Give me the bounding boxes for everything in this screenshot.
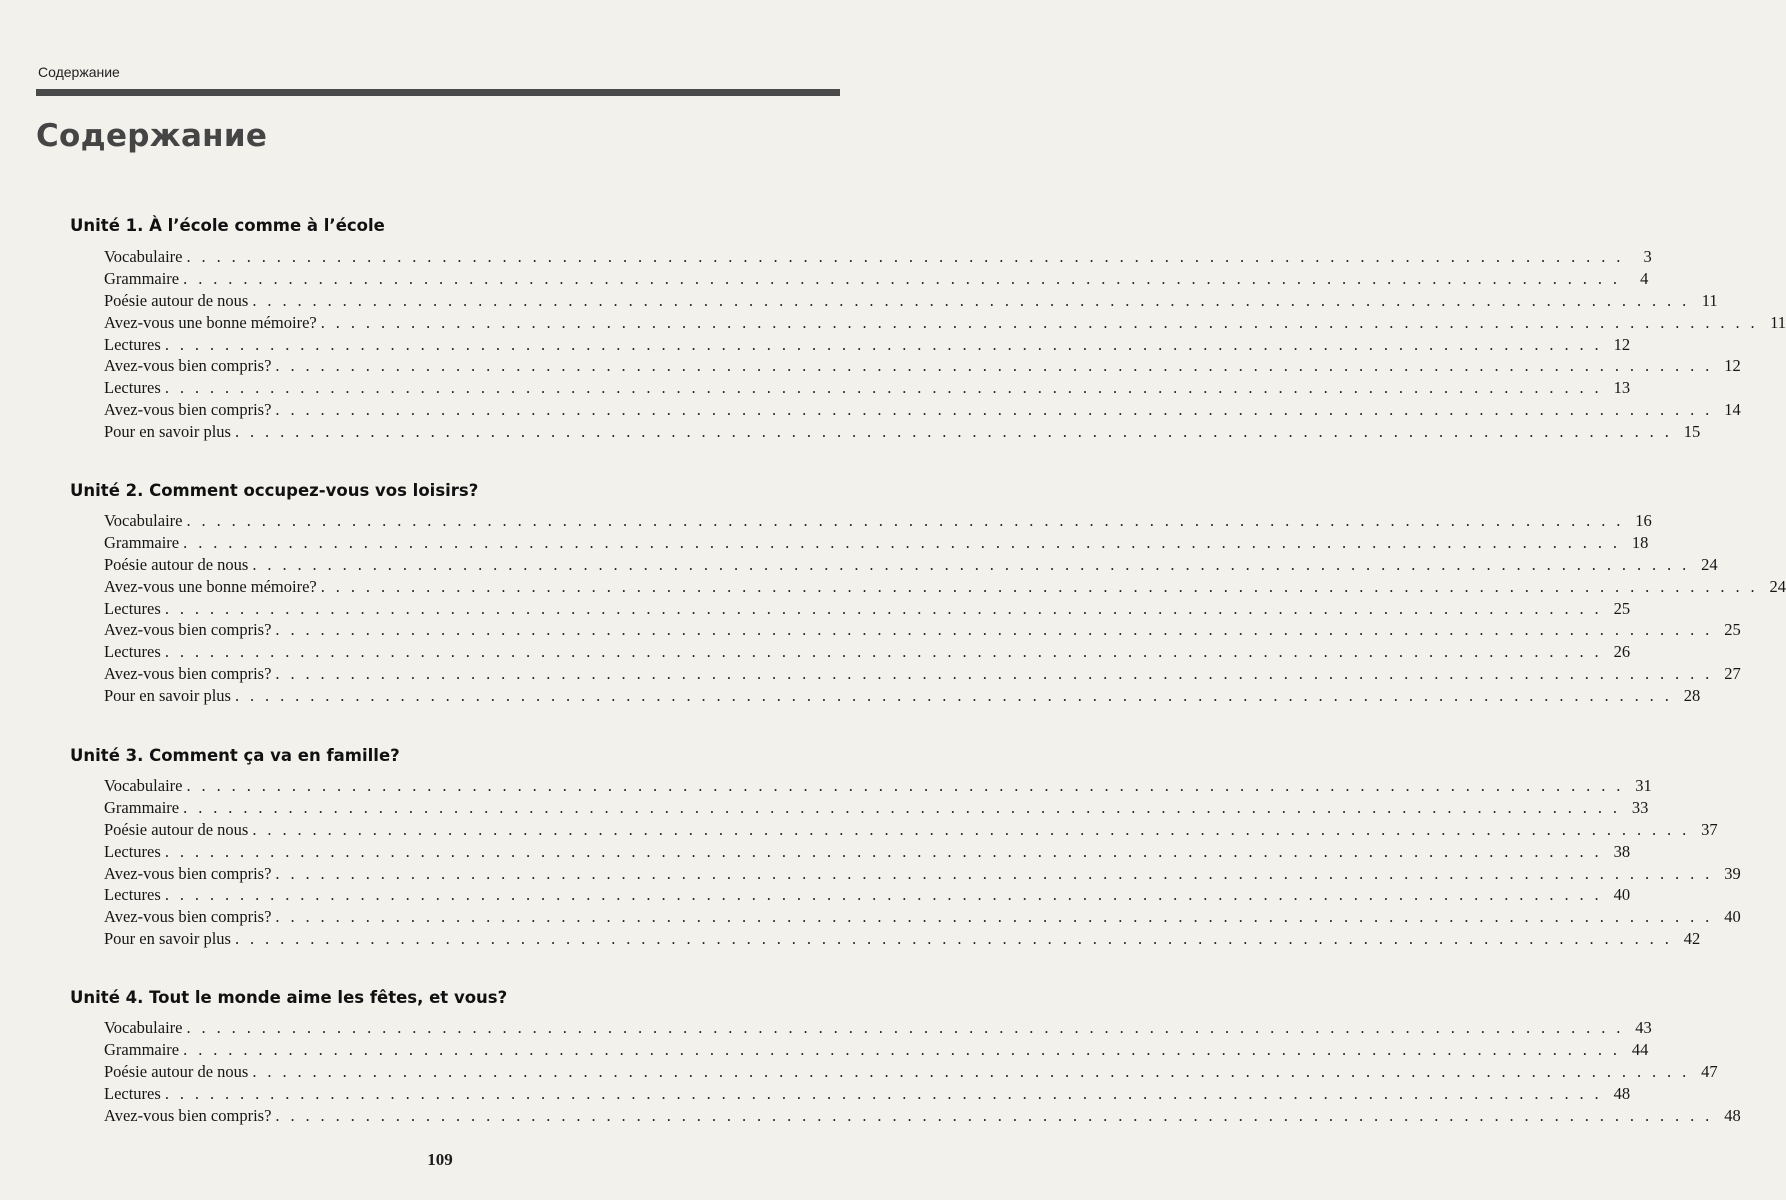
toc-entry-label: Avez-vous bien compris? (104, 907, 272, 927)
toc-entry-page: 12 (1724, 356, 1741, 376)
toc-entry-page: 48 (1724, 1105, 1741, 1125)
toc-entry (104, 797, 1649, 820)
dot-leader: . . . . . . . . . . . . . . . . . . . . . . . . . . . . . . . . . . . . . . . . . . . . . . . . . . . . . . . . . . . . . . . . . . . . . . . . . . . . . . . . . . . . . . . . . . . . . . . . (275, 356, 1713, 376)
toc-entry (104, 642, 1631, 664)
page-title: Содержание (36, 118, 268, 154)
dot-leader: . . . . . . . . . . . . . . . . . . . . . . . . . . . . . . . . . . . . . . . . . . . . . . . . . . . . . . . . . . . . . . . . . . . . . . . . . . . . . . . . . . . . . . . . . . . . . . . . (164, 334, 1603, 354)
toc-entry (104, 532, 1649, 555)
toc-entry-page: 28 (1683, 686, 1701, 706)
toc-entry-label: Avez-vous bien compris? (104, 400, 272, 420)
toc-entry-label: Lectures (104, 1083, 161, 1103)
dot-leader: . . . . . . . . . . . . . . . . . . . . . . . . . . . . . . . . . . . . . . . . . . . . . . . . . . . . . . . . . . . . . . . . . . . . . . . . . . . . . . . . . . . . . . . . . . . . . . . . (275, 1105, 1713, 1125)
toc-entry-label: Avez-vous une bonne mémoire? (104, 312, 317, 332)
unit-heading-2: Unité 2. Comment occupez-vous vos loisirs? (70, 481, 479, 500)
toc-entry-page: 15 (1683, 422, 1701, 442)
dot-leader: . . . . . . . . . . . . . . . . . . . . . . . . . . . . . . . . . . . . . . . . . . . . . . . . . . . . . . . . . . . . . . . . . . . . . . . . . . . . . . . . . . . . . . . . . . . . . . . . (164, 598, 1603, 618)
toc-entry-label: Poésie autour de nous (104, 290, 249, 310)
toc-entry-label: Pour en savoir plus (104, 686, 231, 706)
toc-entry (104, 422, 1701, 444)
toc-entry-page: 47 (1701, 1061, 1718, 1081)
toc-entry (104, 863, 1741, 886)
unit-heading-3: Unité 3. Comment ça va en famille? (70, 746, 400, 765)
toc-entry-page: 43 (1635, 1018, 1652, 1037)
toc-entry (104, 400, 1741, 422)
toc-entry-page: 48 (1613, 1083, 1631, 1103)
toc-entry-label: Avez-vous bien compris? (104, 1105, 272, 1125)
unit-1-entries (104, 247, 1786, 444)
toc-entry (104, 312, 1786, 335)
toc-entry-page: 16 (1635, 511, 1652, 530)
toc-entry (104, 268, 1649, 291)
toc-entry-page: 26 (1613, 642, 1631, 662)
toc-entry-page: 12 (1613, 334, 1631, 354)
toc-entry (104, 1039, 1649, 1062)
dot-leader: . . . . . . . . . . . . . . . . . . . . . . . . . . . . . . . . . . . . . . . . . . . . . . . . . . . . . . . . . . . . . . . . . . . . . . . . . . . . . . . . . . . . . . . . . . . . . . . . (320, 312, 1759, 332)
toc-entry-label: Grammaire (104, 797, 180, 817)
dot-leader: . . . . . . . . . . . . . . . . . . . . . . . . . . . . . . . . . . . . . . . . . . . . . . . . . . . . . . . . . . . . . . . . . . . . . . . . . . . . . . . . . . . . . . . . . . . . . . . . (183, 268, 1621, 288)
dot-leader: . . . . . . . . . . . . . . . . . . . . . . . . . . . . . . . . . . . . . . . . . . . . . . . . . . . . . . . . . . . . . . . . . . . . . . . . . . . . . . . . . . . . . . . . . . . . . . . . (252, 554, 1690, 574)
toc-entry-page: 40 (1724, 907, 1741, 927)
toc-entry (104, 1083, 1631, 1106)
toc-entry (104, 929, 1701, 951)
toc-entry-label: Poésie autour de nous (104, 1061, 249, 1081)
toc-entry-page: 39 (1724, 863, 1741, 883)
toc-entry-label: Avez-vous bien compris? (104, 863, 272, 883)
toc-entry (104, 598, 1631, 621)
toc-entry-label: Grammaire (104, 268, 180, 288)
dot-leader: . . . . . . . . . . . . . . . . . . . . . . . . . . . . . . . . . . . . . . . . . . . . . . . . . . . . . . . . . . . . . . . . . . . . . . . . . . . . . . . . . . . . . . . . . . . . . . . . (275, 400, 1713, 420)
dot-leader: . . . . . . . . . . . . . . . . . . . . . . . . . . . . . . . . . . . . . . . . . . . . . . . . . . . . . . . . . . . . . . . . . . . . . . . . . . . . . . . . . . . . . . . . . . . . . . . . (183, 532, 1621, 552)
dot-leader: . . . . . . . . . . . . . . . . . . . . . . . . . . . . . . . . . . . . . . . . . . . . . . . . . . . . . . . . . . . . . . . . . . . . . . . . . . . . . . . . . . . . . . . . . . . . . . . . (164, 642, 1603, 662)
toc-entry-page: 14 (1724, 400, 1741, 420)
toc-entry-label: Pour en savoir plus (104, 929, 231, 949)
page-number: 109 (427, 1150, 453, 1169)
toc-entry-page: 44 (1631, 1039, 1649, 1059)
toc-entry-label: Poésie autour de nous (104, 819, 249, 839)
toc-entry-page: 11 (1701, 290, 1718, 310)
toc-entry (104, 686, 1701, 708)
toc-entry (104, 334, 1631, 357)
toc-entry-page: 42 (1683, 929, 1701, 949)
toc-entry (104, 776, 1652, 798)
dot-leader: . . . . . . . . . . . . . . . . . . . . . . . . . . . . . . . . . . . . . . . . . . . . . . . . . . . . . . . . . . . . . . . . . . . . . . . . . . . . . . . . . . . . . . . . . . . . . . . . (275, 620, 1713, 640)
toc-entry (104, 620, 1741, 642)
dot-leader: . . . . . . . . . . . . . . . . . . . . . . . . . . . . . . . . . . . . . . . . . . . . . . . . . . . . . . . . . . . . . . . . . . . . . . . . . . . . . . . . . . . . . . . . . . . . . . . . (252, 819, 1690, 839)
toc-entry-page: 40 (1613, 885, 1631, 905)
toc-entry (104, 378, 1631, 400)
dot-leader: . . . . . . . . . . . . . . . . . . . . . . . . . . . . . . . . . . . . . . . . . . . . . . . . . . . . . . . . . . . . . . . . . . . . . . . . . . . . . . . . . . . . . . . . . . . . . . . . (183, 797, 1621, 817)
toc-entry (104, 576, 1786, 599)
dot-leader: . . . . . . . . . . . . . . . . . . . . . . . . . . . . . . . . . . . . . . . . . . . . . . . . . . . . . . . . . . . . . . . . . . . . . . . . . . . . . . . . . . . . . . . . . . . . . . . . (252, 290, 1690, 310)
toc-entry-page: 18 (1631, 532, 1649, 552)
toc-entry (104, 511, 1652, 533)
toc-entry-label: Lectures (104, 598, 161, 618)
dot-leader: . . . . . . . . . . . . . . . . . . . . . . . . . . . . . . . . . . . . . . . . . . . . . . . . . . . . . . . . . . . . . . . . . . . . . . . . . . . . . . . . . . . . . . . . . . . . . . . . (164, 378, 1603, 398)
toc-entry (104, 247, 1652, 269)
toc-entry (104, 819, 1718, 842)
dot-leader: . . . . . . . . . . . . . . . . . . . . . . . . . . . . . . . . . . . . . . . . . . . . . . . . . . . . . . . . . . . . . . . . . . . . . . . . . . . . . . . . . . . . . . . . . . . . . . . . (186, 247, 1624, 266)
toc-entry (104, 1018, 1652, 1040)
toc-entry (104, 554, 1718, 577)
toc-entry-label: Pour en savoir plus (104, 422, 231, 442)
toc-entry-page: 33 (1631, 797, 1649, 817)
toc-entry-page: 37 (1701, 819, 1718, 839)
toc-entry-page: 25 (1724, 620, 1741, 640)
dot-leader: . . . . . . . . . . . . . . . . . . . . . . . . . . . . . . . . . . . . . . . . . . . . . . . . . . . . . . . . . . . . . . . . . . . . . . . . . . . . . . . . . . . . . . . . . . . . . . . . (164, 885, 1603, 905)
toc-entry (104, 1105, 1741, 1128)
toc-entry-page: 31 (1635, 776, 1652, 795)
toc-entry-label: Vocabulaire (104, 776, 183, 795)
unit-4-entries (104, 1018, 1741, 1127)
dot-leader: . . . . . . . . . . . . . . . . . . . . . . . . . . . . . . . . . . . . . . . . . . . . . . . . . . . . . . . . . . . . . . . . . . . . . . . . . . . . . . . . . . . . . . . . . . . . . . . . (164, 841, 1603, 861)
toc-entry-page: 24 (1769, 576, 1786, 596)
toc-entry (104, 664, 1741, 686)
dot-leader: . . . . . . . . . . . . . . . . . . . . . . . . . . . . . . . . . . . . . . . . . . . . . . . . . . . . . . . . . . . . . . . . . . . . . . . . . . . . . . . . . . . . . . . . . . . . . . . . (275, 664, 1713, 684)
dot-leader: . . . . . . . . . . . . . . . . . . . . . . . . . . . . . . . . . . . . . . . . . . . . . . . . . . . . . . . . . . . . . . . . . . . . . . . . . . . . . . . . . . . . . . . . . . . . . . . . (320, 576, 1759, 596)
toc-entry-label: Poésie autour de nous (104, 554, 249, 574)
toc-entry-label: Vocabulaire (104, 511, 183, 530)
toc-entry-page: 25 (1613, 598, 1631, 618)
dot-leader: . . . . . . . . . . . . . . . . . . . . . . . . . . . . . . . . . . . . . . . . . . . . . . . . . . . . . . . . . . . . . . . . . . . . . . . . . . . . . . . . . . . . . . . . . . . . . . . . (164, 1083, 1603, 1103)
toc-entry (104, 885, 1631, 907)
dot-leader: . . . . . . . . . . . . . . . . . . . . . . . . . . . . . . . . . . . . . . . . . . . . . . . . . . . . . . . . . . . . . . . . . . . . . . . . . . . . . . . . . . . . . . . . . . . . . . . . (252, 1061, 1690, 1081)
dot-leader: . . . . . . . . . . . . . . . . . . . . . . . . . . . . . . . . . . . . . . . . . . . . . . . . . . . . . . . . . . . . . . . . . . . . . . . . . . . . . . . . . . . . . . . . . . . . . . . . (234, 422, 1673, 442)
toc-entry-page: 3 (1643, 247, 1652, 266)
toc-entry-page: 27 (1724, 664, 1741, 684)
toc-entry-label: Lectures (104, 642, 161, 662)
toc-entry-page: 24 (1701, 554, 1718, 574)
dot-leader: . . . . . . . . . . . . . . . . . . . . . . . . . . . . . . . . . . . . . . . . . . . . . . . . . . . . . . . . . . . . . . . . . . . . . . . . . . . . . . . . . . . . . . . . . . . . . . . . (275, 863, 1713, 883)
toc-entry (104, 356, 1741, 378)
dot-leader: . . . . . . . . . . . . . . . . . . . . . . . . . . . . . . . . . . . . . . . . . . . . . . . . . . . . . . . . . . . . . . . . . . . . . . . . . . . . . . . . . . . . . . . . . . . . . . . . (234, 686, 1673, 706)
toc-entry (104, 841, 1631, 864)
toc-entry-page: 4 (1640, 268, 1649, 288)
toc-entry-label: Grammaire (104, 1039, 180, 1059)
toc-entry-label: Avez-vous bien compris? (104, 356, 272, 376)
toc-entry-page: 38 (1613, 841, 1631, 861)
toc-entry (104, 907, 1741, 929)
toc-entry-label: Vocabulaire (104, 1018, 183, 1037)
toc-entry (104, 290, 1718, 313)
unit-heading-4: Unité 4. Tout le monde aime les fêtes, et vous? (70, 988, 508, 1007)
toc-entry (104, 1061, 1718, 1084)
toc-entry-label: Vocabulaire (104, 247, 183, 266)
header-rule (36, 89, 840, 96)
toc-entry-label: Lectures (104, 378, 161, 398)
unit-heading-1: Unité 1. À l’école comme à l’école (70, 216, 385, 235)
toc-entry-page: 13 (1613, 378, 1631, 398)
toc-entry-label: Avez-vous bien compris? (104, 620, 272, 640)
dot-leader: . . . . . . . . . . . . . . . . . . . . . . . . . . . . . . . . . . . . . . . . . . . . . . . . . . . . . . . . . . . . . . . . . . . . . . . . . . . . . . . . . . . . . . . . . . . . . . . . (186, 1018, 1624, 1037)
toc-entry-label: Avez-vous bien compris? (104, 664, 272, 684)
toc-entry-page: 11 (1770, 312, 1786, 332)
dot-leader: . . . . . . . . . . . . . . . . . . . . . . . . . . . . . . . . . . . . . . . . . . . . . . . . . . . . . . . . . . . . . . . . . . . . . . . . . . . . . . . . . . . . . . . . . . . . . . . . (186, 511, 1624, 530)
dot-leader: . . . . . . . . . . . . . . . . . . . . . . . . . . . . . . . . . . . . . . . . . . . . . . . . . . . . . . . . . . . . . . . . . . . . . . . . . . . . . . . . . . . . . . . . . . . . . . . . (186, 776, 1624, 795)
toc-entry-label: Avez-vous une bonne mémoire? (104, 576, 317, 596)
dot-leader: . . . . . . . . . . . . . . . . . . . . . . . . . . . . . . . . . . . . . . . . . . . . . . . . . . . . . . . . . . . . . . . . . . . . . . . . . . . . . . . . . . . . . . . . . . . . . . . . (234, 929, 1673, 949)
toc-entry-label: Grammaire (104, 532, 180, 552)
toc-entry-label: Lectures (104, 885, 161, 905)
toc-entry-label: Lectures (104, 841, 161, 861)
dot-leader: . . . . . . . . . . . . . . . . . . . . . . . . . . . . . . . . . . . . . . . . . . . . . . . . . . . . . . . . . . . . . . . . . . . . . . . . . . . . . . . . . . . . . . . . . . . . . . . . (275, 907, 1713, 927)
unit-2-entries (104, 511, 1786, 708)
running-head: Содержание (38, 64, 120, 80)
toc-entry-label: Lectures (104, 334, 161, 354)
dot-leader: . . . . . . . . . . . . . . . . . . . . . . . . . . . . . . . . . . . . . . . . . . . . . . . . . . . . . . . . . . . . . . . . . . . . . . . . . . . . . . . . . . . . . . . . . . . . . . . . (183, 1039, 1621, 1059)
unit-3-entries (104, 776, 1741, 951)
